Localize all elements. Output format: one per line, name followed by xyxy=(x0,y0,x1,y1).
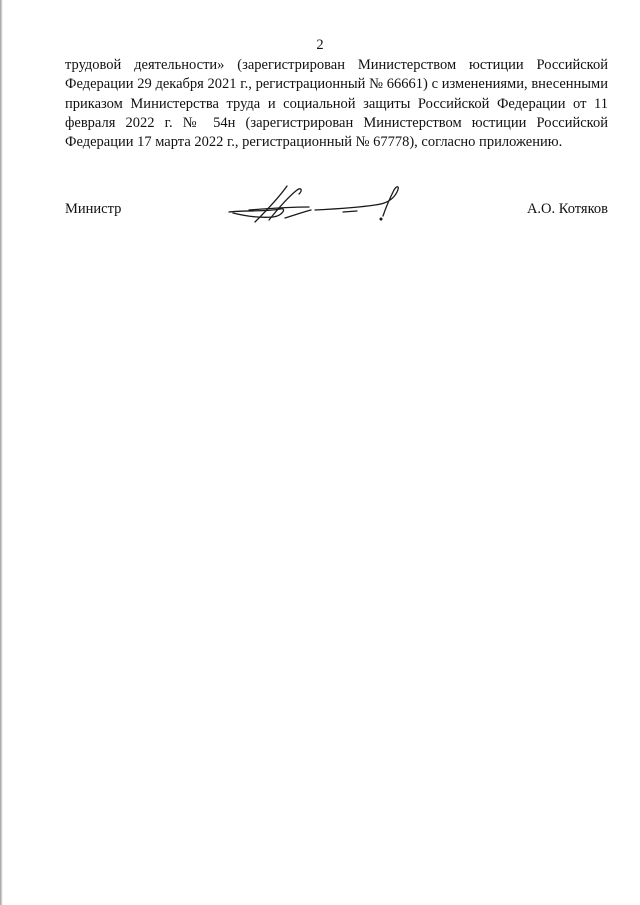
signature-block xyxy=(65,196,608,236)
page-number: 2 xyxy=(316,37,324,53)
paragraph-text: трудовой деятельности» (зарегистрирован Министерством юстиции Российской Федерации 29 декабря 2021 г., регистрационный № 66661) с изменениями, внесенными приказом Министерства труда и социальной защиты Российской Федерации от 11 февраля 2022 г. № 54н (зарегистрирован Министерством юстиции Российской Федерации 17 марта 2022 г., регистрационный № 67778), согласно приложению. xyxy=(65,57,608,151)
body-paragraph xyxy=(65,56,608,152)
scan-edge-shadow xyxy=(0,0,3,905)
signatory-name: А.О. Котяков xyxy=(526,201,608,217)
signatory-title: Министр xyxy=(65,201,122,217)
handwritten-signature xyxy=(225,182,415,232)
